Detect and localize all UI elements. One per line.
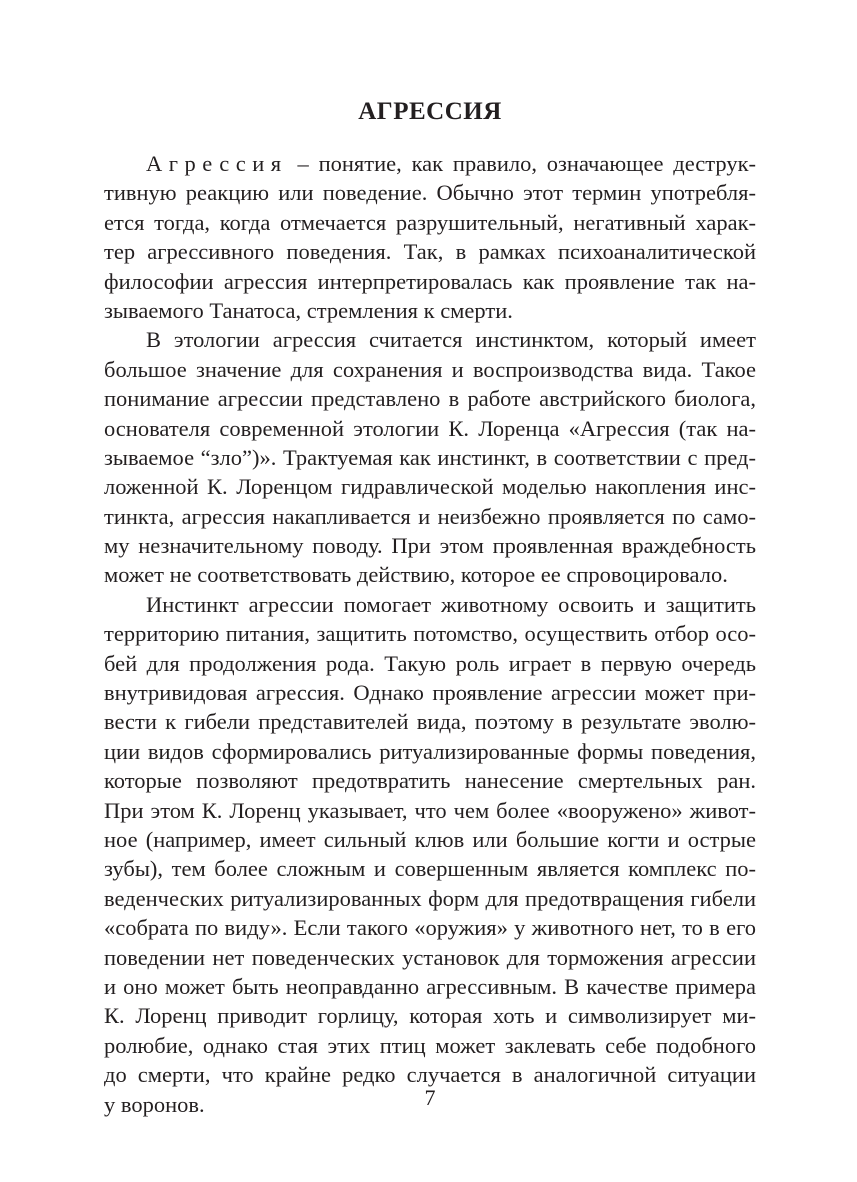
text-line: зываемого Танатоса, стремления к смерти. bbox=[104, 297, 513, 323]
text-line: ложенной К. Лоренцом гидравлической моделью накопления инс- bbox=[104, 474, 756, 500]
text-line: Агрессия – понятие, как правило, означающее деструк- bbox=[146, 151, 757, 176]
text-line: Инстинкт агрессии помогает животному освоить и защитить bbox=[146, 591, 756, 617]
text-line: зываемое “зло”)». Трактуемая как инстинкт, в соответствии с пред- bbox=[104, 444, 756, 470]
text-line: которые позволяют предотвратить нанесение смертельных ран. bbox=[104, 768, 756, 794]
text-line: веденческих ритуализированных форм для предотвращения гибели bbox=[104, 885, 756, 911]
text-line: понимание агрессии представлено в работе австрийского биолога, bbox=[104, 386, 756, 412]
text-line: ется тогда, когда отмечается разрушительный, негативный харак- bbox=[104, 209, 756, 235]
text-line: внутривидовая агрессия. Однако проявление агрессии может при- bbox=[104, 680, 756, 706]
text-line: у воронов. bbox=[104, 1091, 205, 1117]
text-line: тивную реакцию или поведение. Обычно этот термин употребля- bbox=[104, 180, 756, 206]
text-line: К. Лоренц приводит горлицу, которая хоть и символизирует ми- bbox=[104, 1003, 756, 1029]
lead-dash: – bbox=[297, 151, 309, 176]
text-line: му незначительному поводу. При этом проявленная враждебность bbox=[104, 533, 756, 559]
text-line: ролюбие, однако стая этих птиц может заклевать себе подобного bbox=[104, 1032, 756, 1058]
text-line: поведении нет поведенческих установок для торможения агрессии bbox=[104, 944, 756, 970]
lead-term: Агрессия bbox=[146, 151, 288, 176]
text-line: «собрата по виду». Если такого «оружия» у животного нет, то в его bbox=[104, 915, 756, 941]
text-line: тинкта, агрессия накапливается и неизбежно проявляется по само- bbox=[104, 503, 756, 529]
text-line: до смерти, что крайне редко случается в аналогичной ситуации bbox=[104, 1062, 756, 1088]
text-line: может не соответствовать действию, которое ее спровоцировало. bbox=[104, 562, 728, 588]
page-title: АГРЕССИЯ bbox=[358, 98, 502, 125]
text-line: философии агрессия интерпретировалась как проявление так на- bbox=[104, 268, 756, 294]
paragraph-2 bbox=[104, 325, 756, 590]
text-line: территорию питания, защитить потомство, осуществить отбор осо- bbox=[104, 621, 756, 647]
page-number: 7 bbox=[424, 1085, 436, 1110]
paragraph-3 bbox=[104, 590, 756, 1119]
text-line: бей для продолжения рода. Такую роль играет в первую очередь bbox=[104, 650, 756, 676]
paragraph-1 bbox=[104, 149, 756, 325]
text-line: и оно может быть неоправданно агрессивным. В качестве примера bbox=[104, 973, 756, 999]
text-line: вести к гибели представителей вида, поэтому в результате эволю- bbox=[104, 709, 756, 735]
text-line: ции видов сформировались ритуализированные формы поведения, bbox=[104, 738, 756, 764]
book-page bbox=[104, 0, 756, 1182]
text-line: зубы), тем более сложным и совершенным является комплекс по- bbox=[104, 856, 756, 882]
text-line: основателя современной этологии К. Лоренца «Агрессия (так на- bbox=[104, 415, 756, 441]
text-line: тер агрессивного поведения. Так, в рамках психоаналитической bbox=[104, 239, 756, 265]
text-line: При этом К. Лоренц указывает, что чем более «вооружено» живот- bbox=[104, 797, 756, 823]
body-text bbox=[104, 149, 756, 1119]
text-line: В этологии агрессия считается инстинктом, который имеет bbox=[146, 327, 756, 353]
text-line: большое значение для сохранения и воспроизводства вида. Такое bbox=[104, 356, 756, 382]
text-line: ное (например, имеет сильный клюв или большие когти и острые bbox=[104, 826, 756, 852]
